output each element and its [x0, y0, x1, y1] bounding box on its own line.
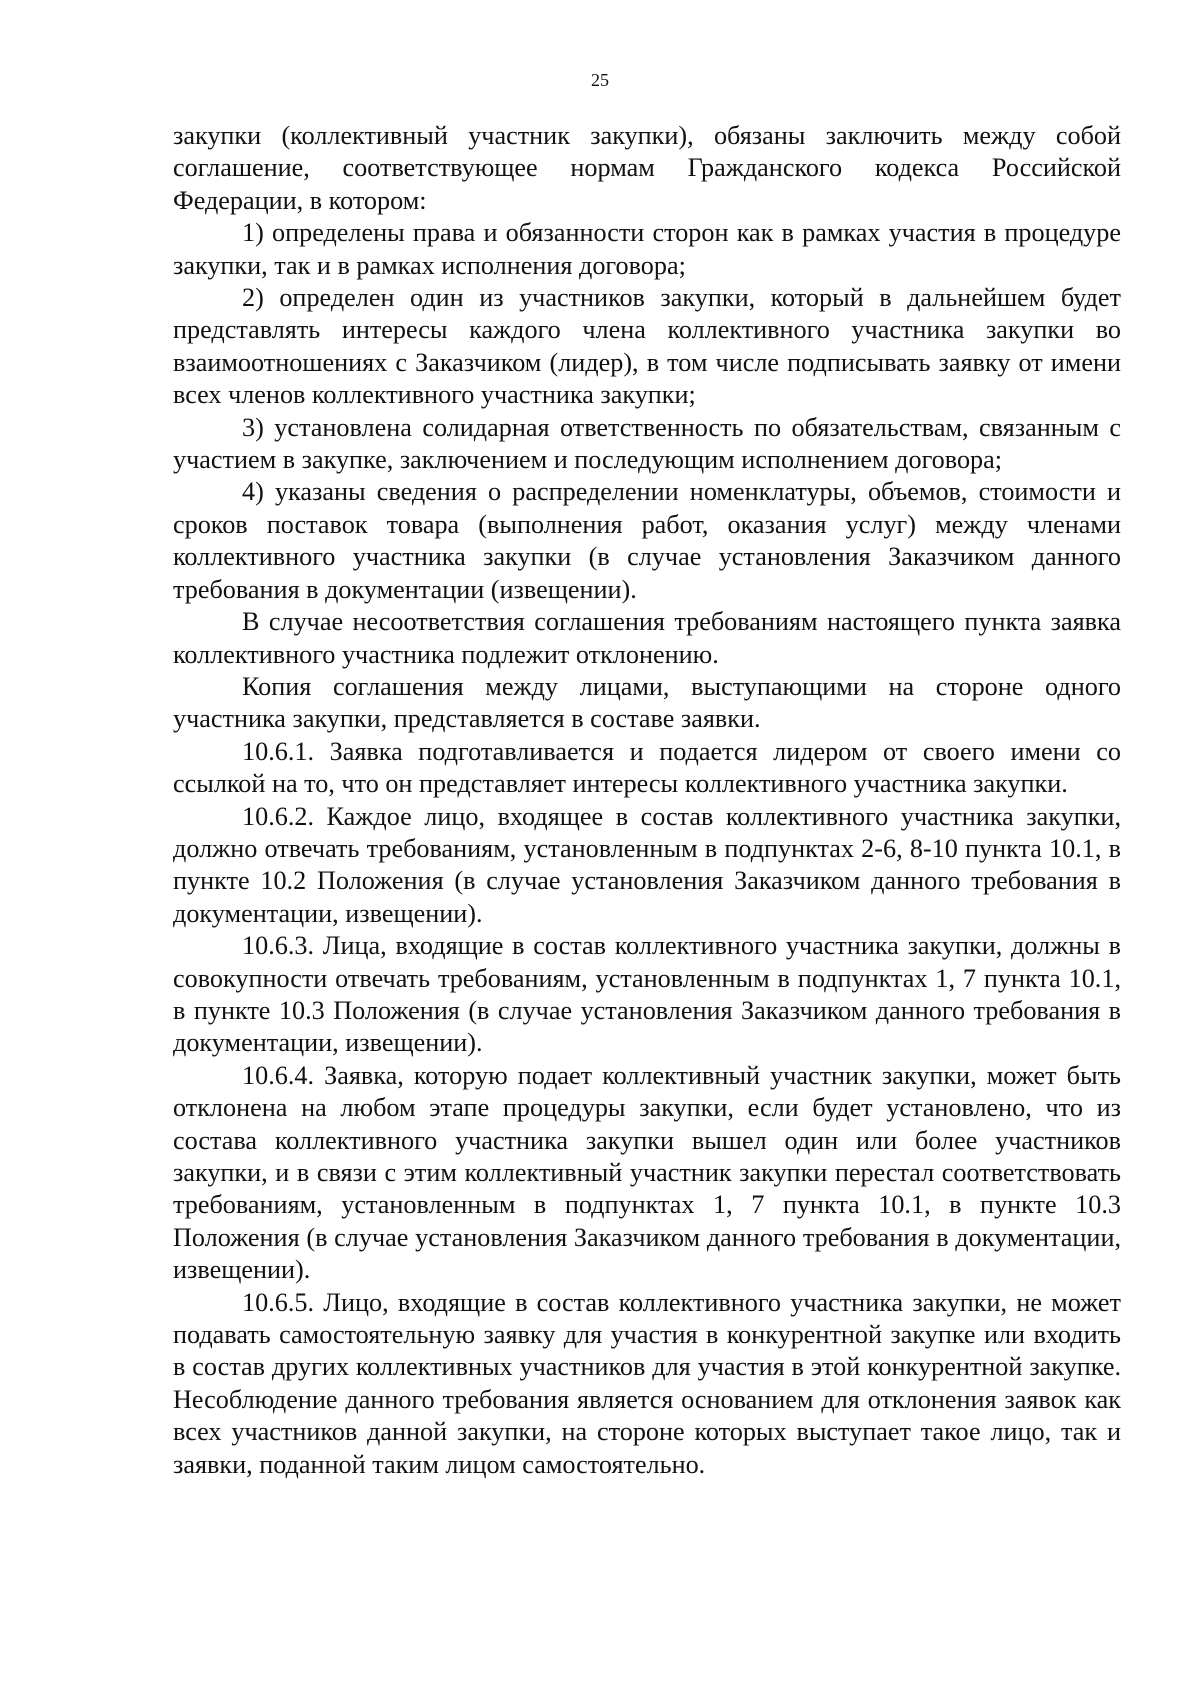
paragraph-agreement-copy: Копия соглашения между лицами, выступающими на стороне одного участника закупки, представляется в составе заявки.: [173, 671, 1121, 734]
paragraph-item-3: 3) установлена солидарная ответственность по обязательствам, связанным с участием в закупке, заключением и последующим исполнением договора;: [173, 412, 1121, 475]
paragraph-10-6-2: 10.6.2. Каждое лицо, входящее в состав коллективного участника закупки, должно отвечать требованиям, установленным в подпунктах 2-6, 8-10 пункта 10.1, в пункте 10.2 Положения (в случае установления Заказчиком данного требования в документации, извещении).: [173, 801, 1121, 928]
paragraph-item-2: 2) определен один из участников закупки, который в дальнейшем будет представлять интересы каждого члена коллективного участника закупки во взаимоотношениях с Заказчиком (лидер), в том числе подписывать заявку от имени всех членов коллективного участника закупки;: [173, 283, 1121, 410]
paragraph-item-1: 1) определены права и обязанности сторон как в рамках участия в процедуре закупки, так и в рамках исполнения договора;: [173, 218, 1121, 280]
paragraph-10-6-1: 10.6.1. Заявка подготавливается и подается лидером от своего имени со ссылкой на то, что он представляет интересы коллективного участника закупки.: [173, 736, 1121, 799]
page-number: 25: [591, 70, 609, 90]
paragraph-10-6-5: 10.6.5. Лицо, входящие в состав коллективного участника закупки, не может подавать самостоятельную заявку для участия в конкурентной закупке или входить в состав других коллективных участников для участия в этой конкурентной закупке. Несоблюдение данного требования является основанием для отклонения заявок как всех участников данной закупки, на стороне которых выступает такое лицо, так и заявки, поданной таким лицом самостоятельно.: [173, 1287, 1121, 1479]
paragraph-intro: закупки (коллективный участник закупки), обязаны заключить между собой соглашение, соответствующее нормам Гражданского кодекса Российской Федерации, в котором:: [173, 121, 1121, 215]
paragraph-10-6-4: 10.6.4. Заявка, которую подает коллективный участник закупки, может быть отклонена на любом этапе процедуры закупки, если будет установлено, что из состава коллективного участника закупки вышел один или более участников закупки, и в связи с этим коллективный участник закупки перестал соответствовать требованиям, установленным в подпунктах 1, 7 пункта 10.1, в пункте 10.3 Положения (в случае установления Заказчиком данного требования в документации, извещении).: [173, 1060, 1121, 1285]
paragraph-nonconformity: В случае несоответствия соглашения требованиям настоящего пункта заявка коллективного участника подлежит отклонению.: [173, 607, 1121, 669]
paragraph-item-4: 4) указаны сведения о распределении номенклатуры, объемов, стоимости и сроков поставок товара (выполнения работ, оказания услуг) между членами коллективного участника закупки (в случае установления Заказчиком данного требования в документации (извещении).: [173, 477, 1121, 604]
paragraph-10-6-3: 10.6.3. Лица, входящие в состав коллективного участника закупки, должны в совокупности отвечать требованиям, установленным в подпунктах 1, 7 пункта 10.1, в пункте 10.3 Положения (в случае установления Заказчиком данного требования в документации, извещении).: [173, 931, 1121, 1058]
document-body: [173, 120, 1121, 1481]
